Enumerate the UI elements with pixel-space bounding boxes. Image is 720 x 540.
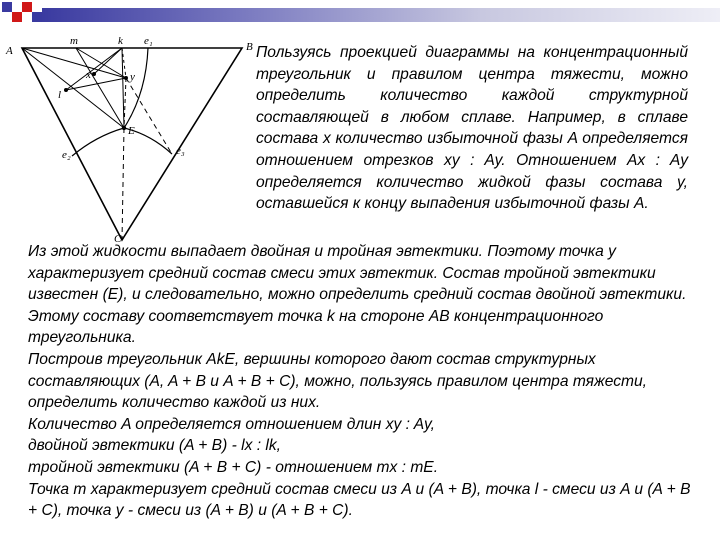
label-m: m	[70, 35, 78, 47]
line-l-y	[66, 78, 126, 90]
line-m-y	[76, 48, 126, 78]
body-paragraph: тройной эвтектики (A + B + C) - отношением mx : mE.	[28, 458, 439, 476]
point-x	[92, 72, 96, 76]
body-paragraph: Построив треугольник AkE, вершины которого дают состав структурных составляющих (A, A + B и A + B + C), можно, пользуясь правилом центра тяжести, определить количество каждой из них.	[28, 350, 648, 412]
curve-e1-E	[124, 48, 148, 128]
checker-ornament	[0, 0, 50, 28]
dashed-y-E	[124, 78, 126, 128]
title-decoration-bar	[0, 0, 720, 28]
body-paragraph: Точка m характеризует средний состав смеси из A и (A + B), точка l - смеси из A и (A + B + C), точка y - смеси из (A + B) и (A + B + C).	[28, 480, 691, 520]
point-y	[124, 76, 128, 80]
dashed-y-e3	[126, 78, 172, 154]
concentration-triangle-diagram	[0, 34, 260, 244]
line-k-l	[66, 48, 122, 90]
label-e1: e₁	[144, 35, 153, 47]
body-text	[28, 241, 700, 522]
body-paragraph: двойной эвтектики (A + B) - lx : lk,	[28, 437, 281, 455]
label-B: B	[246, 41, 253, 53]
point-l	[64, 88, 68, 92]
dashed-A-C	[22, 48, 122, 240]
gradient-strip	[40, 8, 720, 22]
label-y: y	[130, 71, 135, 83]
body-paragraph: Количество A определяется отношением длин xy : Ay,	[28, 415, 435, 433]
label-l: l	[58, 89, 62, 101]
label-e3: e₃	[176, 145, 185, 157]
line-m-E	[76, 48, 124, 128]
label-k: k	[118, 35, 123, 47]
intro-paragraph: Пользуясь проекцией диаграммы на концентрационный треугольник и правилом центра тяжести, можно определить количество каждой структурной составляющей в любом сплаве. Например, в сплаве состава x количество избыточной фазы A определяется отношением отрезков xy : Ay. Отношением Ax : Ay определяется количество жидкой фазы состава y, оставшейся к концу выпадения избыточной фазы A.	[256, 44, 688, 213]
label-x: x	[86, 69, 91, 81]
label-e2: e₂	[62, 149, 71, 161]
line-A-y	[22, 48, 126, 78]
label-E: E	[128, 125, 135, 137]
dashed-E-C	[122, 128, 124, 240]
label-C: C	[114, 233, 122, 244]
body-paragraph: Из этой жидкости выпадает двойная и тройная эвтектики. Поэтому точка y характеризует средний состав смеси этих эвтектик. Состав тройной эвтектики известен (E), и следовательно, можно определить средний состав двойной эвтектики. Этому составу соответствует точка k на стороне AB концентрационного треугольника.	[28, 243, 687, 347]
point-E	[122, 126, 126, 130]
label-A: A	[6, 45, 13, 57]
curve-e2-E	[72, 128, 124, 156]
